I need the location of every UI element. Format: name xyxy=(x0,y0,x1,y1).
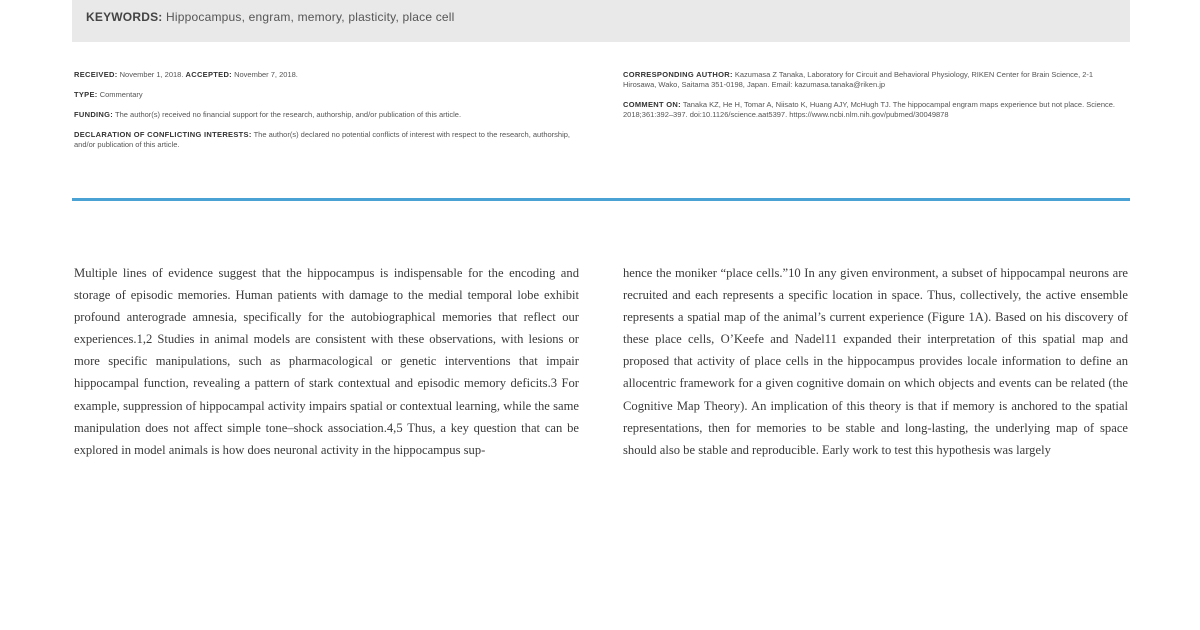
body-column-left xyxy=(74,262,579,461)
article-metadata-right xyxy=(623,70,1128,130)
accepted-label: ACCEPTED: xyxy=(185,70,232,79)
conflict-label: DECLARATION OF CONFLICTING INTERESTS: xyxy=(74,130,252,139)
body-column-right xyxy=(623,262,1128,461)
corresponding-label: CORRESPONDING AUTHOR: xyxy=(623,70,733,79)
comment-text: Tanaka KZ, He H, Tomar A, Niisato K, Huang AJY, McHugh TJ. The hippocampal engram maps experience but not place. Science. 2018;361:392–397. doi:10.1126/science.aat5397. https://www.ncbi.nlm.nih.gov/pubmed/30049878 xyxy=(623,100,1116,119)
received-label: RECEIVED: xyxy=(74,70,118,79)
received-date: November 1, 2018. xyxy=(119,70,184,79)
funding-label: FUNDING: xyxy=(74,110,114,119)
type-line xyxy=(74,90,574,100)
body-paragraph-right: hence the moniker “place cells.”10 In any given environment, a subset of hippocampal neurons are recruited and each represents a specific location in space. Thus, collectively, the active ensemble represents a spatial map of the animal’s current experience (Figure 1A). Based on his discovery of these place cells, O’Keefe and Nadel11 expanded their interpretation of this spatial map and proposed that activity of place cells in the hippocampus provides locale information to define an allocentric framework for a given cognitive domain on which objects and events can be related (the Cognitive Map Theory). An implication of this theory is that if memory is anchored to the spatial representations, then for memories to be stable and long-lasting, the underlying map of space should also be stable and reproducible. Early work to test this hypothesis was largely xyxy=(623,266,1128,457)
body-paragraph-left: Multiple lines of evidence suggest that the hippocampus is indispensable for the encoding and storage of episodic memories. Human patients with damage to the medial temporal lobe exhibit profound anterograde amnesia, specifically for the autobiographical memories that reflect our experiences.1,2 Studies in animal models are consistent with these observations, with lesions or more specific manipulations, such as pharmacological or genetic interventions that impair hippocampal function, revealing a pattern of stark contextual and episodic memory deficits.3 For example, suppression of hippocampal activity impairs spatial or contextual learning, while the same manipulation does not affect simple tone–shock association.4,5 Thus, a key question that can be explored in model animals is how does neuronal activity in the hippocampus sup- xyxy=(74,266,579,457)
comment-on-line xyxy=(623,100,1128,120)
comment-label: COMMENT ON: xyxy=(623,100,681,109)
conflict-line xyxy=(74,130,574,150)
funding-line xyxy=(74,110,574,120)
article-metadata-left xyxy=(74,70,574,160)
keywords-text: Hippocampus, engram, memory, plasticity, place cell xyxy=(166,10,455,24)
funding-text: The author(s) received no financial support for the research, authorship, and/or publication of this article. xyxy=(115,110,462,119)
type-label: TYPE: xyxy=(74,90,98,99)
keywords-label: KEYWORDS: xyxy=(86,10,163,24)
accepted-date: November 7, 2018. xyxy=(234,70,298,79)
keywords-box xyxy=(72,0,1130,42)
conflict-text: The author(s) declared no potential conflicts of interest with respect to the research, authorship, and/or publication of this article. xyxy=(74,130,570,149)
section-divider xyxy=(72,198,1130,201)
type-value: Commentary xyxy=(99,90,143,99)
received-accepted-line xyxy=(74,70,574,80)
corresponding-text: Kazumasa Z Tanaka, Laboratory for Circuit and Behavioral Physiology, RIKEN Center for Brain Science, 2-1 Hirosawa, Wako, Saitama 351-0198, Japan. Email: kazumasa.tanaka@riken.jp xyxy=(623,70,1094,89)
corresponding-author-line xyxy=(623,70,1128,90)
